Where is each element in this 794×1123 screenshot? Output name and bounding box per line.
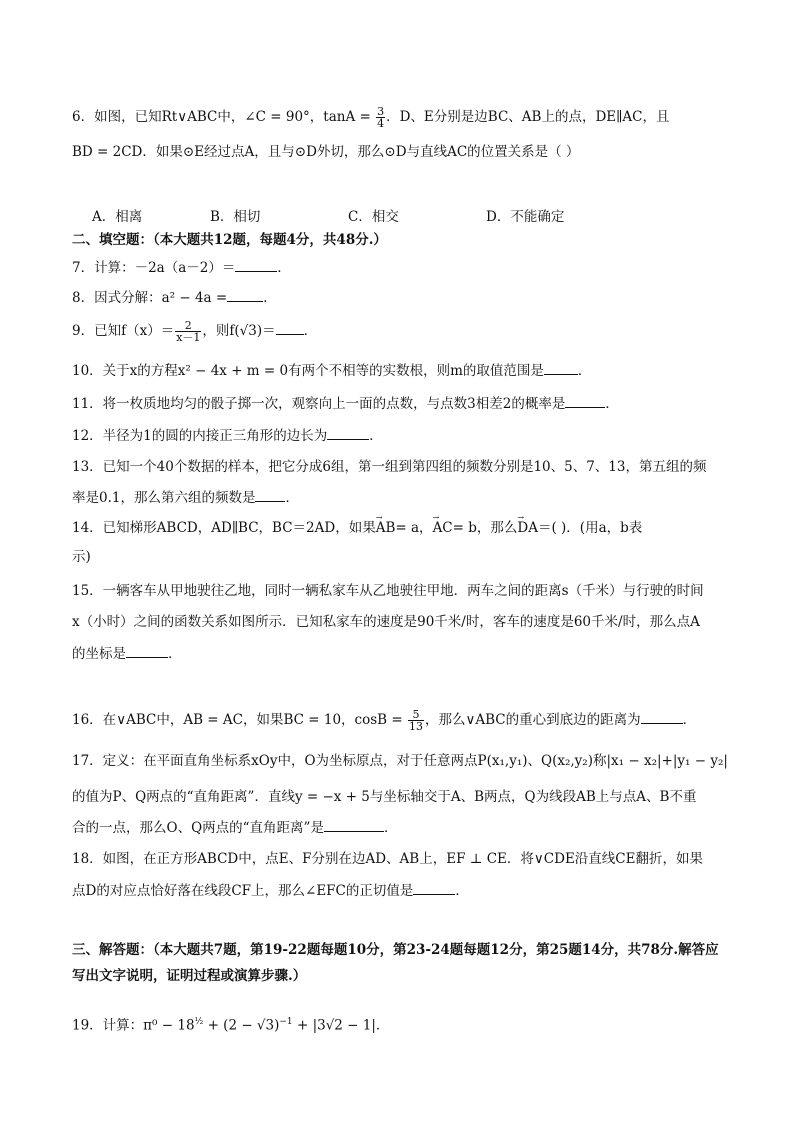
q13-line1: 13．已知一个40个数据的样本，把它分成6组，第一组到第四组的频数分别是10、5、7、13，第五组的频 — [72, 459, 707, 475]
q17-line3: 合的一点，那么O、Q两点的“直角距离”是 ． — [72, 817, 397, 838]
vector-ac: → AC — [433, 518, 453, 538]
answer-blank[interactable] — [227, 287, 263, 302]
q14-line1: 14．已知梯形ABCD，AD∥BC，BC＝2AD，如果→ AB= a，→ AC= b，那么→ DA＝( )．(用a，b表 — [72, 518, 642, 538]
q6-line2: BD = 2CD．如果⊙E经过点A，且与⊙D外切，那么⊙D与直线AC的位置关系是（ ） — [72, 144, 580, 160]
q6-option-a: A．相离 — [92, 209, 143, 225]
q6-option-c: C．相交 — [348, 209, 399, 225]
q9: 9．已知f（x）＝ $\frac{2}{x-1}$ ，则f(√3)＝ ． — [72, 319, 318, 344]
triangle-icon: ∨ — [465, 712, 476, 728]
vector-da: → DA — [517, 518, 538, 538]
q10: 10．关于x的方程x² − 4x + m = 0有两个不相等的实数根，则m的取值范围是 ． — [72, 360, 591, 381]
tan-fraction: $\frac{3}{4}$ — [377, 105, 385, 130]
q6-option-b: B．相切 — [210, 209, 261, 225]
section2-title: 二、填空题：（本大题共12题，每题4分，共48分.） — [72, 232, 387, 248]
q15-line1: 15．一辆客车从甲地驶往乙地，同时一辆私家车从乙地驶往甲地．两车之间的距离s（千米）与行驶的时间 — [72, 583, 704, 599]
answer-blank[interactable] — [276, 320, 304, 335]
q6-line1: 6．如图，已知Rt∨ABC中，∠C = 90°，tanA = $\frac{3}{4}$ ．D、E分别是边BC、AB上的点，DE∥AC，且 — [72, 105, 670, 130]
answer-blank[interactable] — [324, 817, 384, 832]
q7: 7．计算：－2a（a－2）＝ ． — [72, 257, 291, 278]
triangle-icon: ∨ — [116, 712, 127, 728]
q15-line3: 的坐标是 ． — [72, 643, 182, 664]
answer-blank[interactable] — [327, 425, 369, 440]
section3-line1: 三、解答题：（本大题共7题，第19-22题每题10分，第23-24题每题12分，第25题14分，共78分.解答应 — [72, 942, 719, 958]
q19: 19．计算：$\pi^0 - 18^{\frac{1}{2}} + (2 - √3)^{-1} + |3√2 - 1|$． — [72, 1017, 390, 1034]
answer-blank[interactable] — [544, 360, 578, 375]
q12: 12．半径为1的圆的内接正三角形的边长为 ． — [72, 425, 383, 446]
section3-line2: 写出文字说明，证明过程或演算步骤.） — [72, 968, 307, 984]
cos-fraction: $\frac{5}{13}$ — [408, 708, 423, 733]
q8: 8．因式分解：a² − 4a = ． — [72, 287, 277, 308]
q17-line2: 的值为P、Q两点的“直角距离”．直线y = −x + 5与坐标轴交于A、B两点，Q为线段AB上与点A、B不重 — [72, 789, 697, 805]
answer-blank[interactable] — [255, 487, 285, 502]
q14-line2: 示) — [72, 549, 91, 565]
q16: 16．在∨ABC中，AB = AC，如果BC = 10，cosB = $\frac{5}{13}$ ，那么∨ABC的重心到底边的距离为 ． — [72, 708, 697, 733]
q18-line2: 点D的对应点恰好落在线段CF上，那么∠EFC的正切值是 ． — [72, 880, 469, 901]
answer-blank[interactable] — [235, 257, 277, 272]
answer-blank[interactable] — [641, 709, 683, 724]
triangle-icon: ∨ — [177, 109, 188, 125]
triangle-icon: ∨ — [533, 851, 544, 867]
answer-blank[interactable] — [126, 643, 168, 658]
answer-blank[interactable] — [413, 880, 455, 895]
q11: 11．将一枚质地均匀的骰子掷一次，观察向上一面的点数，与点数3相差2的概率是 ． — [72, 393, 619, 414]
vector-ab: → AB — [376, 518, 396, 538]
q15-line2: x（小时）之间的函数关系如图所示．已知私家车的速度是90千米/时，客车的速度是60千米/时，那么点A — [72, 614, 700, 630]
q18-line1: 18．如图，在正方形ABCD中，点E、F分别在边AD、AB上，EF ⊥ CE．将∨CDE沿直线CE翻折，如果 — [72, 851, 703, 867]
q17-line1: 17．定义：在平面直角坐标系xOy中，O为坐标原点，对于任意两点P(x₁,y₁)、Q(x₂,y₂)称|x₁ − x₂|+|y₁ − y₂| — [72, 753, 728, 769]
q9-fraction: $\frac{2}{x-1}$ — [176, 319, 201, 344]
q6-option-d: D．不能确定 — [486, 209, 565, 225]
q13-line2: 率是0.1，那么第六组的频数是 ． — [72, 487, 299, 508]
answer-blank[interactable] — [565, 393, 605, 408]
